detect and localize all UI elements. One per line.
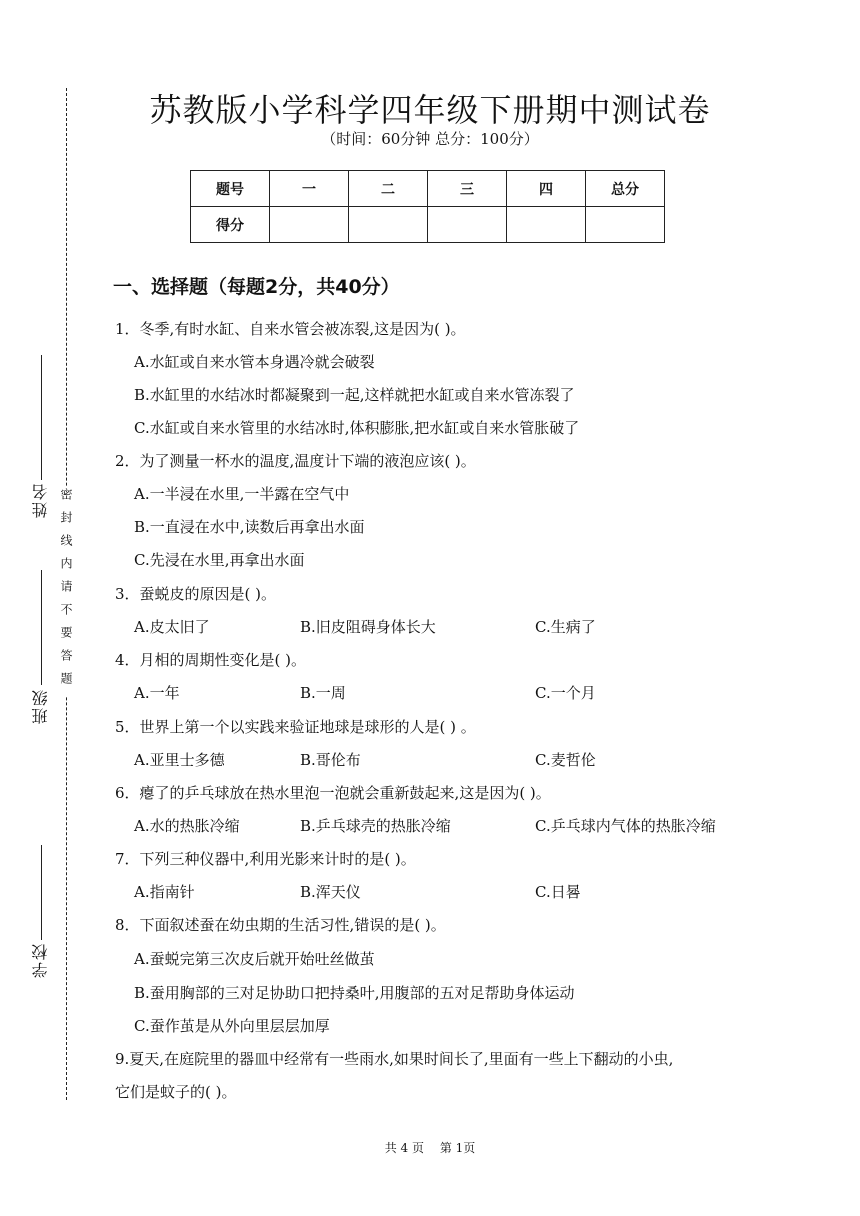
score-table	[190, 170, 665, 243]
question-9: 9.夏天,在庭院里的器皿中经常有一些雨水,如果时间长了,里面有一些上下翻动的小虫,	[115, 1050, 674, 1068]
header-cell: 二	[349, 171, 428, 207]
q7-option-a: A.指南针	[134, 883, 195, 901]
question-8: 8．下面叙述蚕在幼虫期的生活习性,错误的是( )。	[115, 916, 446, 934]
q8-option-c: C.蚕作茧是从外向里层层加厚	[134, 1017, 330, 1035]
q3-option-a: A.皮太旧了	[134, 618, 210, 636]
score-cell[interactable]	[586, 207, 665, 243]
page-footer	[0, 1139, 860, 1156]
current-page: 第 1页	[439, 1141, 476, 1155]
q7-option-b: B.浑天仪	[300, 883, 361, 901]
school-blank-line	[41, 845, 42, 940]
q1-option-b: B.水缸里的水结冰时都凝聚到一起,这样就把水缸或自来水管冻裂了	[134, 386, 575, 404]
q4-option-a: A.一年	[134, 684, 180, 702]
school-label: 学校	[31, 942, 50, 978]
question-6: 6．瘪了的乒乓球放在热水里泡一泡就会重新鼓起来,这是因为( )。	[115, 784, 551, 802]
q5-option-b: B.哥伦布	[300, 751, 361, 769]
exam-info: （时间：60分钟 总分：100分）	[321, 130, 539, 148]
score-table-header-row	[191, 171, 665, 207]
header-cell: 题号	[191, 171, 270, 207]
name-blank-line	[41, 355, 42, 480]
q5-option-a: A.亚里士多德	[134, 751, 225, 769]
page-title: 苏教版小学科学四年级下册期中测试卷	[149, 91, 711, 129]
seal-notice: 密封线内请不要答题	[59, 488, 73, 695]
header-cell: 四	[507, 171, 586, 207]
header-cell: 三	[428, 171, 507, 207]
header-cell: 总分	[586, 171, 665, 207]
binding-margin	[0, 0, 100, 1216]
row-label-cell: 得分	[191, 207, 270, 243]
q7-option-c: C.日晷	[535, 883, 581, 901]
q3-option-c: C.生病了	[535, 618, 596, 636]
q4-option-b: B.一周	[300, 684, 346, 702]
q2-option-c: C.先浸在水里,再拿出水面	[134, 551, 305, 569]
q1-option-a: A.水缸或自来水管本身遇冷就会破裂	[134, 353, 375, 371]
q4-option-c: C.一个月	[535, 684, 596, 702]
name-label: 姓名	[31, 482, 50, 518]
score-cell[interactable]	[349, 207, 428, 243]
class-blank-line	[41, 570, 42, 685]
question-7: 7．下列三种仪器中,利用光影来计时的是( )。	[115, 850, 416, 868]
score-cell[interactable]	[507, 207, 586, 243]
header-cell: 一	[270, 171, 349, 207]
score-cell[interactable]	[428, 207, 507, 243]
class-label: 班级	[31, 688, 50, 724]
question-5: 5．世界上第一个以实践来验证地球是球形的人是( ) 。	[115, 718, 476, 736]
q6-option-b: B.乒乓球壳的热胀冷缩	[300, 817, 451, 835]
q8-option-b: B.蚕用胸部的三对足协助口把持桑叶,用腹部的五对足帮助身体运动	[134, 984, 575, 1002]
question-9-continued: 它们是蚊子的( )。	[115, 1083, 237, 1101]
q2-option-a: A.一半浸在水里,一半露在空气中	[134, 485, 350, 503]
q6-option-c: C.乒乓球内气体的热胀冷缩	[535, 817, 716, 835]
question-2: 2．为了测量一杯水的温度,温度计下端的液泡应该( )。	[115, 452, 476, 470]
q8-option-a: A.蚕蜕完第三次皮后就开始吐丝做茧	[134, 950, 375, 968]
q6-option-a: A.水的热胀冷缩	[134, 817, 240, 835]
question-1: 1．冬季,有时水缸、自来水管会被冻裂,这是因为( )。	[115, 320, 466, 338]
question-3: 3．蚕蜕皮的原因是( )。	[115, 585, 277, 603]
score-table-score-row	[191, 207, 665, 243]
score-cell[interactable]	[270, 207, 349, 243]
question-4: 4．月相的周期性变化是( )。	[115, 651, 307, 669]
q3-option-b: B.旧皮阻碍身体长大	[300, 618, 436, 636]
section-heading: 一、选择题（每题2分，共40分）	[113, 276, 400, 298]
q2-option-b: B.一直浸在水中,读数后再拿出水面	[134, 518, 365, 536]
q5-option-c: C.麦哲伦	[535, 751, 596, 769]
q1-option-c: C.水缸或自来水管里的水结冰时,体积膨胀,把水缸或自来水管胀破了	[134, 419, 580, 437]
total-pages: 共 4 页	[384, 1141, 424, 1155]
